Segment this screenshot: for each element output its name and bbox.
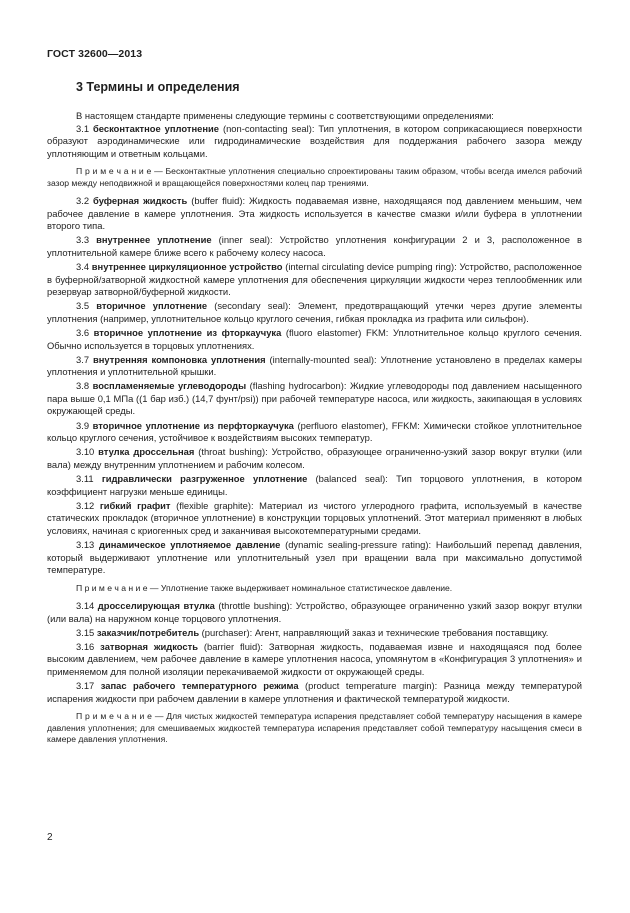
term-name: внутреннее уплотнение (96, 234, 212, 246)
term-name: запас рабочего температурного режима (100, 680, 299, 692)
term-definition (47, 380, 582, 418)
note-label: П р и м е ч а н и е (76, 166, 152, 177)
note-text: — Уплотнение также выдерживает номинальное статистическое давление. (147, 582, 453, 593)
term-definition (47, 600, 582, 625)
term-number: 3.10 (76, 446, 95, 458)
term-number: 3.14 (76, 599, 95, 611)
term-name: втулка дроссельная (98, 446, 195, 458)
term-name: заказчик/потребитель (96, 626, 200, 638)
term-definition (47, 327, 582, 352)
term-definition (47, 680, 582, 705)
page-number: 2 (47, 832, 53, 843)
term-number: 3.13 (76, 538, 95, 550)
term-number: 3.8 (76, 380, 90, 392)
note-label: П р и м е ч а н и е (76, 711, 152, 722)
terms-content (47, 110, 582, 751)
term-definition-text: (product temperature margin): Разница между температурой испарения жидкости при рабочем давлении в камере уплотнения и фактической температурой жидкости. (47, 680, 582, 704)
term-definition (47, 539, 582, 577)
term-definition-text: (non-contacting seal): Тип уплотнения, в котором соприкасающиеся поверхности образуют аэродинамические или гидродинамические воздействия для поддержания рабочего зазора между уплотняющим и ответным кольцами. (47, 122, 582, 159)
term-number: 3.11 (76, 472, 94, 484)
note-text: — Бесконтактные уплотнения специально спроектированы таким образом, чтобы всегда имелся рабочий зазор между неподвижной и вращающейся поверхностями колец пар трениями. (47, 166, 582, 188)
term-name: буферная жидкость (93, 194, 188, 206)
term-number: 3.1 (76, 122, 90, 134)
term-definition-text: (flashing hydrocarbon): Жидкие углеводороды под давлением насыщенного пара выше 0,1 МПа ((1 бар изб.) (14,7 фунт/psi)) при рабочей температуре насоса, или жидкость, закипающая в условиях окружающей среды. (47, 380, 583, 417)
note-paragraph (47, 711, 582, 745)
term-number: 3.3 (76, 234, 90, 246)
term-definition (47, 234, 582, 259)
term-name: бесконтактное уплотнение (93, 122, 219, 134)
note-label: П р и м е ч а н и е (76, 582, 148, 593)
note-paragraph (47, 166, 582, 189)
term-name: внутреннее циркуляционное устройство (91, 260, 283, 272)
term-number: 3.15 (76, 626, 95, 638)
term-number: 3.16 (76, 640, 95, 652)
term-name: вторичное уплотнение из фторкаучука (93, 326, 282, 338)
term-number: 3.6 (76, 326, 90, 338)
term-name: гибкий графит (99, 499, 171, 511)
term-name: динамическое уплотняемое давление (99, 538, 281, 550)
term-number: 3.9 (76, 419, 90, 431)
term-definition-text: (throat bushing): Устройство, образующее ограниченно-узкий зазор вокруг втулки (или вала) между внутренним уплотнением и рабочим колесом. (47, 446, 582, 470)
term-definition-text: (inner seal): Устройство уплотнения конфигурации 2 и 3, расположенное в уплотнительной камере ближе всего к рабочему колесу насоса. (47, 234, 583, 258)
term-definition (47, 354, 582, 379)
note-paragraph (47, 583, 582, 594)
term-definition (47, 473, 582, 498)
term-definition-text: (dynamic sealing-pressure rating): Наибольший перепад давления, который выдерживают уплотнение или уплотнительный узел при вращении вала при максимально допустимой температуре. (47, 538, 583, 576)
term-definition (47, 261, 582, 299)
note-text: — Для чистых жидкостей температура испарения представляет собой температуру насыщения в камере давления уплотнения; для смешиваемых жидкостей температура испарения представляет собой температуру насыщения смеси в камере давления уплотнения. (47, 711, 582, 744)
term-definition-text: (throttle bushing): Устройство, образующее ограниченно узкий зазор вокруг втулки (или вала) на наружном конце торцового уплотнения. (47, 599, 582, 624)
intro-paragraph: В настоящем стандарте применены следующие термины с соответствующими определениями: (76, 110, 494, 121)
term-number: 3.4 (76, 260, 90, 272)
document-header: ГОСТ 32600—2013 (47, 48, 143, 60)
term-definition (47, 300, 582, 325)
term-definition-text: (buffer fluid): Жидкость подаваемая извне, находящаяся под давлением меньшим, чем рабочее давление в камере уплотнения. Эта жидкость используется в качестве смазки и/или буфера в уплотнении второго типа. (47, 194, 582, 232)
term-definition (47, 446, 582, 471)
terms-list (47, 123, 582, 746)
section-title: 3 Термины и определения (76, 80, 240, 94)
term-definition-text: (internal circulating device pumping ring): Устройство, расположенное в буферной/затворной жидкостной камере уплотнения для обеспечения циркуляции жидкости через теплообменник или резервуар затворной/буферной жидкости. (47, 260, 582, 298)
term-definition-text: (fluoro elastomer) FKM: Уплотнительное кольцо круглого сечения. Обычно используется в торцовых уплотнениях. (47, 326, 582, 351)
term-number: 3.5 (76, 300, 90, 312)
term-definition (47, 195, 582, 233)
term-number: 3.2 (76, 194, 90, 206)
term-definition (47, 641, 582, 679)
term-name: гидравлически разгруженное уплотнение (101, 472, 308, 484)
term-number: 3.17 (76, 680, 95, 692)
term-definition-text: (flexible graphite): Материал из чистого углеродного графита, используемый в качестве статических прокладок (вторичное уплотнение) в конструкции торцовых уплотнений. Этот материал применяют в любых условиях, начиная с криогенных сред и заканчивая высокотемпературными средами. (47, 499, 583, 536)
term-definition (47, 500, 582, 538)
term-number: 3.7 (76, 353, 90, 365)
term-name: внутренняя компоновка уплотнения (93, 353, 266, 365)
term-name: воспламеняемые углеводороды (92, 380, 247, 392)
term-definition (47, 420, 582, 445)
term-name: вторичное уплотнение из перфторкаучука (92, 419, 294, 431)
term-number: 3.12 (76, 499, 95, 511)
term-name: дросселирующая втулка (97, 599, 215, 611)
term-definition-text: (internally-mounted seal): Уплотнение установлено в пределах камеры уплотнения и уплотнительной крышки. (47, 353, 582, 378)
term-name: вторичное уплотнение (96, 300, 208, 312)
term-definition (47, 627, 582, 640)
term-definition-text: (perfluoro elastomer), FFKM: Химически стойкое уплотнительное кольцо круглого сечения, устойчивое к воздействиям высоких температур. (47, 419, 583, 444)
term-definition-text: (barrier fluid): Затворная жидкость, подаваемая извне и находящаяся под более высоким давлением, чем рабочее давление в камере уплотнения насоса, упомянутом в «Конфигурация 3 уплотнения» и применяемом для полной изоляции перекачиваемой жидкости от окружающей среды. (47, 640, 582, 677)
term-definition-text: (purchaser): Агент, направляющий заказ и технические требования поставщику. (199, 626, 549, 638)
term-definition (47, 123, 582, 161)
term-definition-text: (secondary seal): Элемент, предотвращающий утечки через другие элементы уплотнения (например, уплотнительное кольцо круглого сечения, гибкая прокладка из графита или сильфон). (47, 300, 582, 324)
term-name: затворная жидкость (100, 640, 198, 652)
term-definition-text: (balanced seal): Тип торцового уплотнения, в котором коэффициент нагрузки меньше единицы. (47, 472, 582, 497)
